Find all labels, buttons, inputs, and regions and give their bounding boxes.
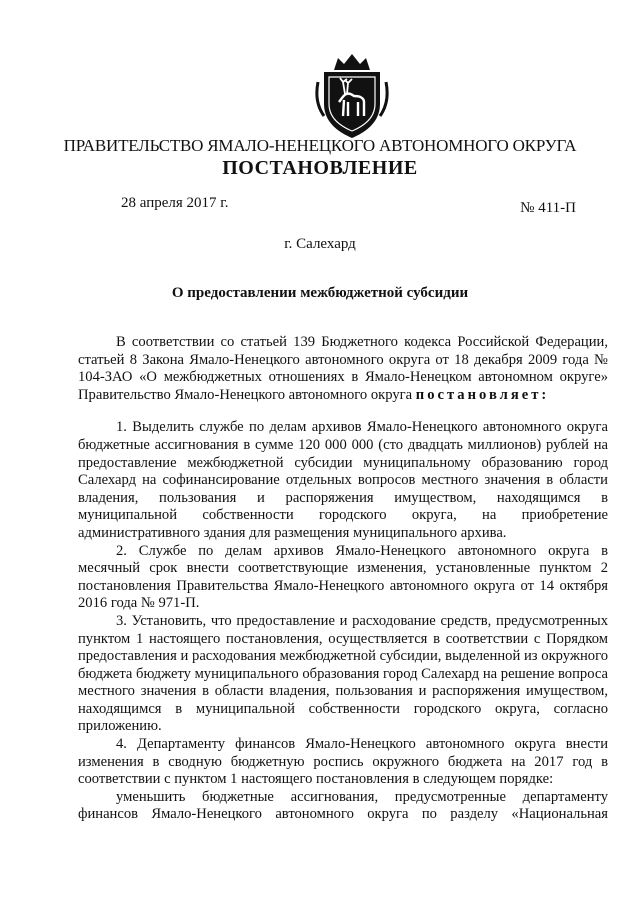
- yamal-coat-of-arms-icon: [312, 52, 392, 142]
- document-date: 28 апреля 2017 г.: [121, 195, 229, 211]
- document-subject: О предоставлении межбюджетной субсидии: [171, 285, 469, 301]
- paragraph-2: 2. Службе по делам архивов Ямало-Ненецкого автономного округа в месячный срок внести соответствующие изменения, установленные пунктом 2 постановления Правительства Ямало-Ненецкого автономного округа от 14 октября 2016 года № 971-П.: [78, 542, 608, 612]
- document-number: № 411-П: [520, 200, 576, 216]
- paragraph-4: 4. Департаменту финансов Ямало-Ненецкого автономного округа внести изменения в сводную бюджетную роспись окружного бюджета на 2017 год в соответствии с пунктом 1 настоящего постановления в следующем порядке:: [78, 736, 608, 788]
- resolves-word: постановляет:: [415, 386, 550, 403]
- government-name: ПРАВИТЕЛЬСТВО ЯМАЛО-НЕНЕЦКОГО АВТОНОМНОГО ОКРУГА: [63, 136, 577, 155]
- paragraph-4-subitem: уменьшить бюджетные ассигнования, предусмотренные департаменту финансов Ямало-Ненецкого автономного округа по разделу «Национальная: [78, 788, 608, 823]
- paragraph-3: 3. Установить, что предоставление и расходование средств, предусмотренных пунктом 1 настоящего постановления, осуществляется в соответствии с Порядком предоставления и расходования межбюджетной субсидии, выделенной из окружного бюджета бюджету муниципального образования город Салехард на решение вопроса местного значения в области владения, пользования и распоряжения имуществом, находящимся в муниципальной собственности городского округа, согласно приложению.: [78, 612, 608, 735]
- document-type: ПОСТАНОВЛЕНИЕ: [222, 157, 418, 179]
- document-city: г. Салехард: [284, 236, 356, 252]
- document-body: [78, 334, 608, 824]
- paragraph-1: 1. Выделить службе по делам архивов Ямало-Ненецкого автономного округа бюджетные ассигнования в сумме 120 000 000 (сто двадцать миллионов) рублей на предоставление межбюджетной субсидии муниципальному образованию город Салехард на софинансирование отдельных вопросов местного значения в области владения, пользования и распоряжения имуществом, находящимся в муниципальной собственности городского округа, на приобретение административного здания для размещения муниципального архива.: [78, 419, 608, 541]
- preamble: [78, 334, 608, 404]
- preamble-text: В соответствии со статьей 139 Бюджетного кодекса Российской Федерации, статьей 8 Закона Ямало-Ненецкого автономного округа от 18 декабря 2009 года № 104-ЗАО «О межбюджетных отношениях в Ямало-Ненецком автономном округе» Правительство Ямало-Ненецкого автономного округа: [78, 334, 608, 403]
